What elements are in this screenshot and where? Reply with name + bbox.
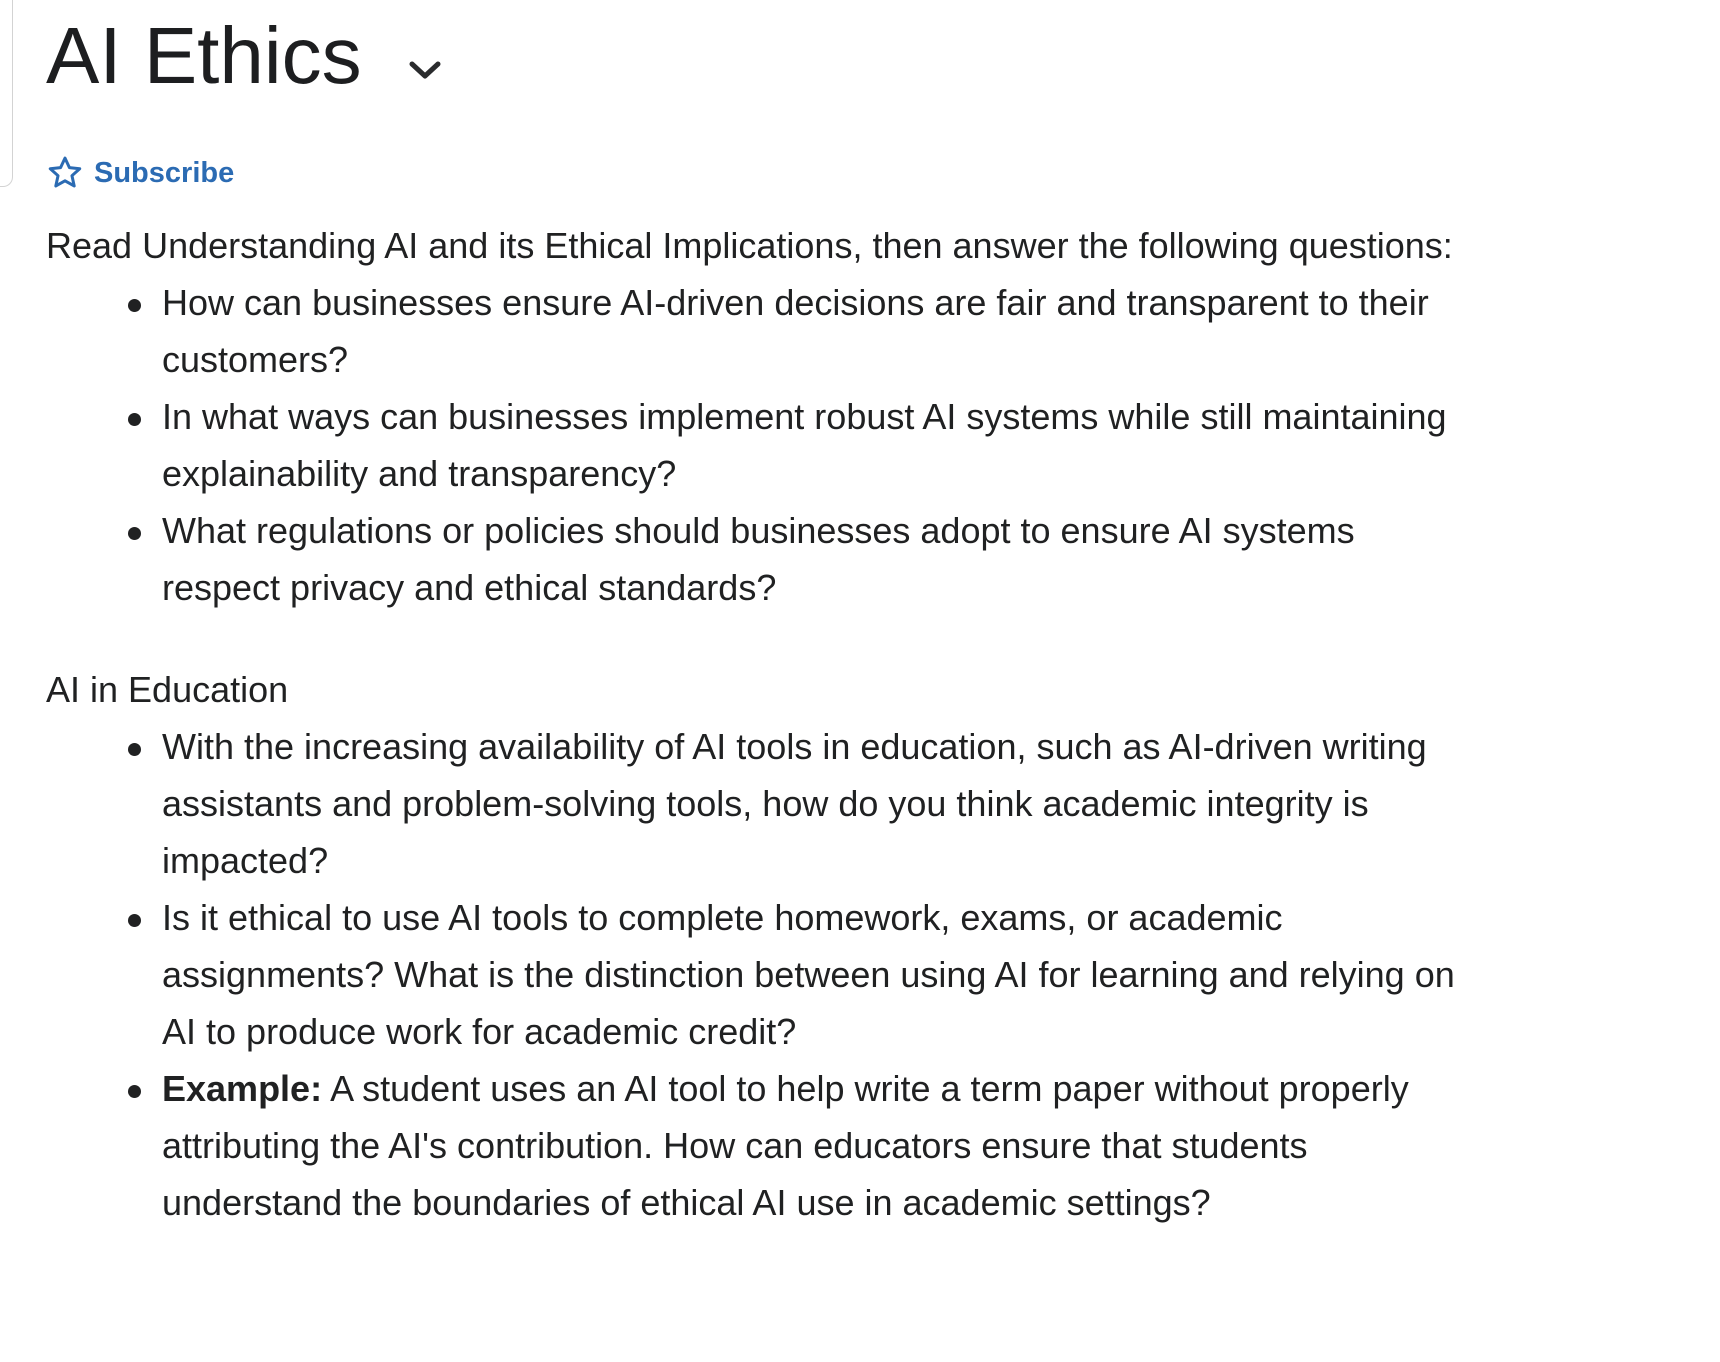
discussion-topic	[46, 0, 1466, 1231]
list-item	[46, 388, 1466, 502]
list-item-text: How can businesses ensure AI-driven decisions are fair and transparent to their customers?	[162, 282, 1429, 380]
list-item-text: Is it ethical to use AI tools to complete homework, exams, or academic assignments? What is the distinction between using AI for learning and relying on AI to produce work for academic credit?	[162, 897, 1455, 1052]
bullet	[128, 1085, 141, 1098]
example-label: Example:	[162, 1068, 323, 1109]
list-item-text: With the increasing availability of AI tools in education, such as AI-driven writing assistants and problem-solving tools, how do you think academic integrity is impacted?	[162, 726, 1427, 881]
page-title: AI Ethics	[46, 11, 362, 100]
list-item-example	[46, 1060, 1466, 1231]
bullet	[128, 299, 141, 312]
list-item	[46, 274, 1466, 388]
bullet	[128, 413, 141, 426]
subscribe-button[interactable]	[46, 154, 234, 192]
intro-paragraph: Read Understanding AI and its Ethical Implications, then answer the following questions:	[46, 225, 1453, 266]
example-text: A student uses an AI tool to help write a term paper without properly attributing the AI's contribution. How can educators ensure that students understand the boundaries of ethical AI use in academic settings?	[162, 1068, 1409, 1223]
list-item-text: What regulations or policies should businesses adopt to ensure AI systems respect privacy and ethical standards?	[162, 510, 1355, 608]
star-outline-icon	[46, 154, 84, 192]
section-heading-education: AI in Education	[46, 669, 289, 710]
list-item-text: In what ways can businesses implement robust AI systems while still maintaining explainability and transparency?	[162, 396, 1447, 494]
bullet	[128, 743, 141, 756]
list-item	[46, 718, 1466, 889]
panel-edge	[0, 0, 13, 187]
list-item	[46, 502, 1466, 616]
business-questions-list	[46, 274, 1466, 616]
title-row	[46, 0, 1466, 116]
bullet	[128, 527, 141, 540]
list-item	[46, 889, 1466, 1060]
education-questions-list	[46, 718, 1466, 1231]
subscribe-label: Subscribe	[94, 156, 235, 189]
chevron-down-icon[interactable]	[408, 59, 442, 81]
bullet	[128, 914, 141, 927]
